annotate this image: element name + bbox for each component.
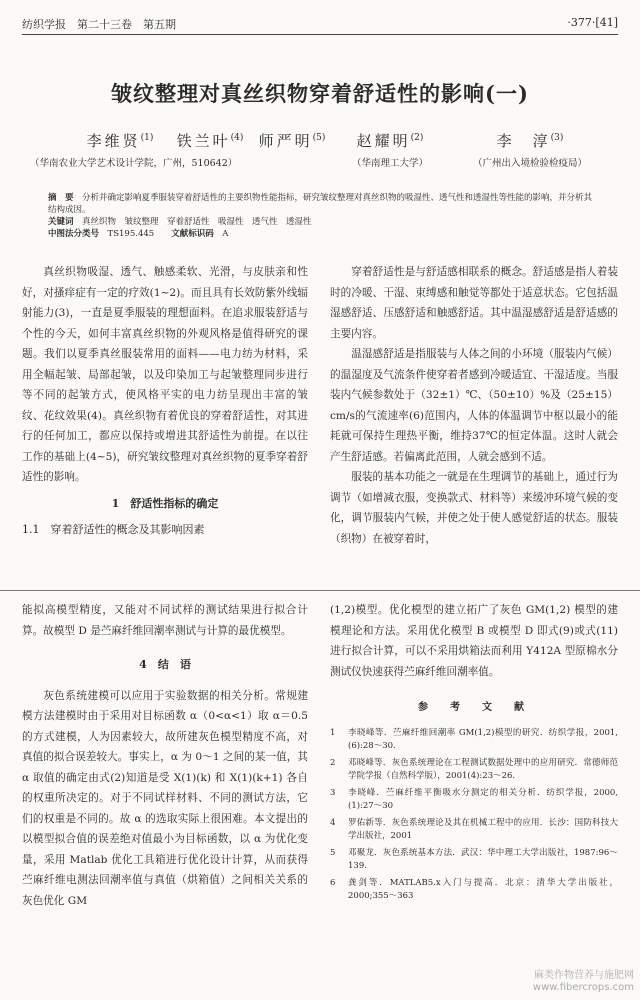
- lower-left-column: [22, 600, 308, 911]
- keywords: [48, 216, 596, 228]
- section-heading: 1 舒适性指标的确定: [111, 496, 219, 510]
- author-name: 李 淳: [496, 132, 551, 150]
- site-watermark: [533, 970, 634, 994]
- author-sup: (3): [550, 133, 564, 143]
- watermark-line: 麻类作物营养与施肥网: [534, 970, 634, 981]
- ref-text: 邓晓峰等．灰色系统理论在工程测试数据处理中的应用研究．常德师范学院学报（自然科学版），2001(4):23～26.: [348, 757, 618, 781]
- author-affiliation: （华南理工大学）: [351, 158, 428, 169]
- author-sup: (4): [230, 133, 244, 143]
- lower-right-column: [330, 600, 618, 907]
- author-3: [242, 130, 342, 151]
- author-affiliation: （广州出入境检验检疫局）: [472, 158, 587, 169]
- intro-paragraph: 真丝织物吸湿、透气、触感柔软、光滑，与皮肤亲和性好，对搔痒症有一定的疗效(1~2)。而且具有长效防紫外线辐射能力(3)，一直是夏季服装的理想面料。在追求服装舒适与个性的今天，如何丰富真丝织物的外观风格是值得研究的课题。我们以夏季真丝服装常用的面料——电力纺为材料，采用全幅起皱、局部起皱，以及印染加工与起皱整理同步进行等不同的起皱方式，使风格平实的电力纺呈现出丰富的皱纹、花纹效果(4)。真丝织物有着优良的穿着舒适性，对其进行的任何加工，都应以保持或增进其舒适性为前提。在以往工作的基础上(4~5)，研究皱纹整理对真丝织物的夏季穿着舒适性的影响。: [22, 266, 308, 483]
- continuation-paragraph: (1,2)模型。优化模型的建立拓广了灰色 GM(1,2) 模型的建模理论和方法。采用优化模型 B 或模型 D 即式(9)或式(11)进行拟合计算，可以不采用烘箱法而利用 Y412A 型原棉水分测试仪快速获得苎麻纤维回潮率值。: [330, 604, 618, 678]
- keywords-list: 真丝织物 皱纹整理 穿着舒适性 吸湿性 透气性 透湿性: [82, 217, 312, 227]
- author-4: [340, 130, 440, 169]
- author-sup: (1): [140, 133, 154, 143]
- keywords-label: 关键词: [48, 217, 74, 227]
- section-heading: 4 结 语: [139, 658, 191, 671]
- page-number: ·377·[41]: [567, 16, 618, 29]
- thermal-paragraph: 温湿感舒适是指服装与人体之间的小环境（服装内气候）的温湿度及气流条件使穿着者感到冷暖适宜、干湿适度。当服装内气候参数处于（32±1）℃、（50±10）%及（25±15）cm/s的气流速率(6)范围内，人体的体温调节中枢以最小的能耗就可保持生理热平衡，维持37℃的恒定体温。这时人就会产生舒适感。若偏离此范围，人就会感到不适。: [330, 348, 618, 463]
- author-sup: (2): [410, 133, 424, 143]
- article-title: 皱纹整理对真丝织物穿着舒适性的影响(一): [111, 81, 529, 106]
- reference-list: [330, 727, 618, 903]
- page-divider: [0, 590, 640, 591]
- abstract-text: [48, 192, 596, 216]
- ref-number: 3: [330, 787, 336, 798]
- doc-value: A: [222, 229, 229, 239]
- reference-item: [330, 847, 618, 873]
- ref-number: 2: [330, 757, 336, 768]
- abstract-body: 分析并确定影响夏季服装穿着舒适性的主要织物性能指标，研究皱纹整理对真丝织物的吸湿性、透气性和透湿性等性能的影响，并分析其结构成因。: [48, 193, 593, 215]
- author-sup: (5): [312, 133, 326, 143]
- ref-text: 邓聚龙．灰色系统基本方法．武汉：华中理工大学出版社，1987:96～139.: [348, 847, 618, 871]
- abstract-block: [48, 192, 596, 240]
- left-column: [22, 262, 308, 541]
- subsection-heading: 1.1 穿着舒适性的概念及其影响因素: [22, 523, 205, 536]
- author-5: [440, 130, 620, 169]
- cls-value: TS195.445: [107, 229, 155, 239]
- running-header: [22, 14, 618, 35]
- references-heading: 参 考 文 献: [418, 702, 530, 713]
- author-name: 赵耀明: [356, 132, 411, 150]
- ref-text: 龚剑等．MATLAB5.x入门与提高．北京：清华大学出版社，2000;355～363: [348, 877, 618, 901]
- reference-item: [330, 787, 618, 813]
- ref-text: 罗佑新等．灰色系统理论及其在机械工程中的应用．长沙：国防科技大学出版社，2001: [348, 817, 618, 841]
- ref-number: 1: [330, 727, 336, 738]
- ref-number: 6: [330, 877, 336, 888]
- comfort-paragraph: 穿着舒适性是与舒适感相联系的概念。舒适感是指人着装时的冷暖、干湿、束缚感和触觉等都处于适意状态。它包括温湿感舒适、压感舒适和触感舒适。其中温湿感舒适是舒适感的主要内容。: [330, 266, 618, 340]
- abstract-label: 摘 要: [48, 193, 74, 203]
- reference-item: [330, 757, 618, 783]
- author-name: 师严明: [258, 132, 313, 150]
- author-name: 李维贤: [86, 132, 141, 150]
- reference-item: [330, 817, 618, 843]
- ref-text: 李晓峰等．苎麻纤维回潮率 GM(1,2)模型的研究．纺织学报，2001,(6):28～30.: [348, 727, 618, 751]
- doc-label: 文献标识码: [171, 229, 214, 239]
- reference-item: [330, 877, 618, 903]
- continuation-paragraph: 能拟高模型精度，又能对不同试样的测试结果进行拟合计算。故模型 D 是苎麻纤维回潮率测试与计算的最优模型。: [22, 604, 308, 637]
- cls-label: 中图法分类号: [48, 229, 100, 239]
- reference-item: [330, 727, 618, 753]
- journal-info: 纺织学报 第二十三卷 第五期: [22, 18, 176, 31]
- watermark-line: www.fibercrops.com: [532, 982, 634, 993]
- conclusion-paragraph: 灰色系统建模可以应用于实验数据的相关分析。常规建模方法建模时由于采用对目标函数 α（0<α<1）取 α＝0.5 的方式建模，人为因素较大，故所建灰色模型精度不高，对真值的拟合误差较大。事实上，α 为 0～1 之间的某一值，其 α 取值的确定由式(2)知道是受 X(1)(k) 和 X(1)(k+1) 各自的权重所决定的。对于不同试样材料、不同的测试方法，它们的权重是不同的。故 α 的选取实际上很困难。本文提出的以模型拟合值的误差绝对值最小为目标函数，以 α 为优化变量，采用 Matlab 优化工具箱进行优化设计计算，从而获得苎麻纤维电测法回潮率值与真值（烘箱值）之间相关关系的灰色优化 GM: [22, 689, 308, 907]
- author-affiliation: （华南农业大学艺术设计学院，广州，510642）: [30, 158, 238, 169]
- ref-number: 4: [330, 817, 336, 828]
- ref-text: 李晓峰．苎麻纤维平衡吸水分测定的相关分析．纺织学报，2000,(1):27～30: [348, 787, 618, 811]
- author-name: 铁兰叶: [176, 132, 231, 150]
- classification: [48, 228, 596, 240]
- function-paragraph: 服装的基本功能之一就是在生理调节的基础上，通过行为调节（如增减衣服，变换款式、材料等）来缓冲环境气候的变化，调节服装内气候，并使之处于使人感觉舒适的状态。服装（织物）在被穿着时，: [330, 471, 618, 545]
- author-block: [30, 130, 620, 170]
- ref-number: 5: [330, 847, 336, 858]
- right-column: [330, 262, 618, 549]
